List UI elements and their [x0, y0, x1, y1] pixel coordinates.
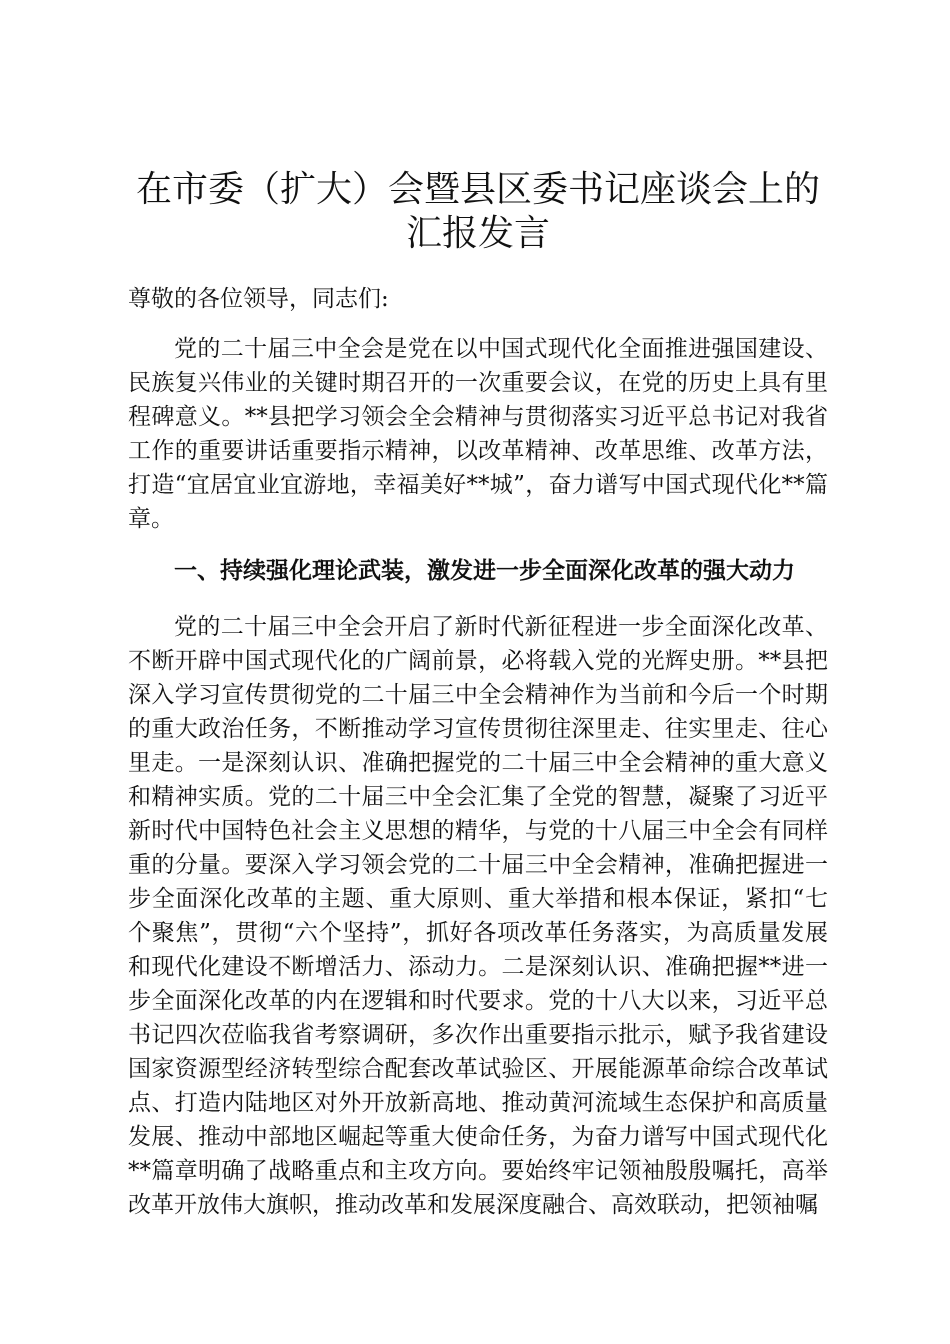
- salutation: 尊敬的各位领导，同志们:: [128, 286, 389, 312]
- document-page: [128, 168, 828, 1222]
- document-title: 在市委（扩大）会暨县区委书记座谈会上的汇报发言: [135, 169, 820, 254]
- section-1-paragraph: 党的二十届三中全会开启了新时代新征程进一步全面深化改革、不断开辟中国式现代化的广阔前景，必将载入党的光辉史册。**县把深入学习宣传贯彻党的二十届三中全会精神作为当前和今后一个时期的重大政治任务，不断推动学习宣传贯彻往深里走、往实里走、往心里走。一是深刻认识、准确把握党的二十届三中全会精神的重大意义和精神实质。党的二十届三中全会汇集了全党的智慧，凝聚了习近平新时代中国特色社会主义思想的精华，与党的十八届三中全会有同样重的分量。要深入学习领会党的二十届三中全会精神，准确把握进一步全面深化改革的主题、重大原则、重大举措和根本保证，紧扣“七个聚焦”，贯彻“六个坚持”，抓好各项改革任务落实，为高质量发展和现代化建设不断增活力、添动力。二是深刻认识、准确把握**进一步全面深化改革的内在逻辑和时代要求。党的十八大以来，习近平总书记四次莅临我省考察调研，多次作出重要指示批示，赋予我省建设国家资源型经济转型综合配套改革试验区、开展能源革命综合改革试点、打造内陆地区对外开放新高地、推动黄河流域生态保护和高质量发展、推动中部地区崛起等重大使命任务，为奋力谱写中国式现代化**篇章明确了战略重点和主攻方向。要始终牢记领袖殷殷嘱托，高举改革开放伟大旗帜，推动改革和发展深度融合、高效联动，把领袖嘱: [128, 614, 828, 1218]
- intro-paragraph: 党的二十届三中全会是党在以中国式现代化全面推进强国建设、民族复兴伟业的关键时期召开的一次重要会议，在党的历史上具有里程碑意义。**县把学习领会全会精神与贯彻落实习近平总书记对我省工作的重要讲话重要指示精神，以改革精神、改革思维、改革方法，打造“宜居宜业宜游地，幸福美好**城”，奋力谱写中国式现代化**篇章。: [128, 336, 828, 532]
- section-heading-1: 一、持续强化理论武装，激发进一步全面深化改革的强大动力: [174, 558, 795, 584]
